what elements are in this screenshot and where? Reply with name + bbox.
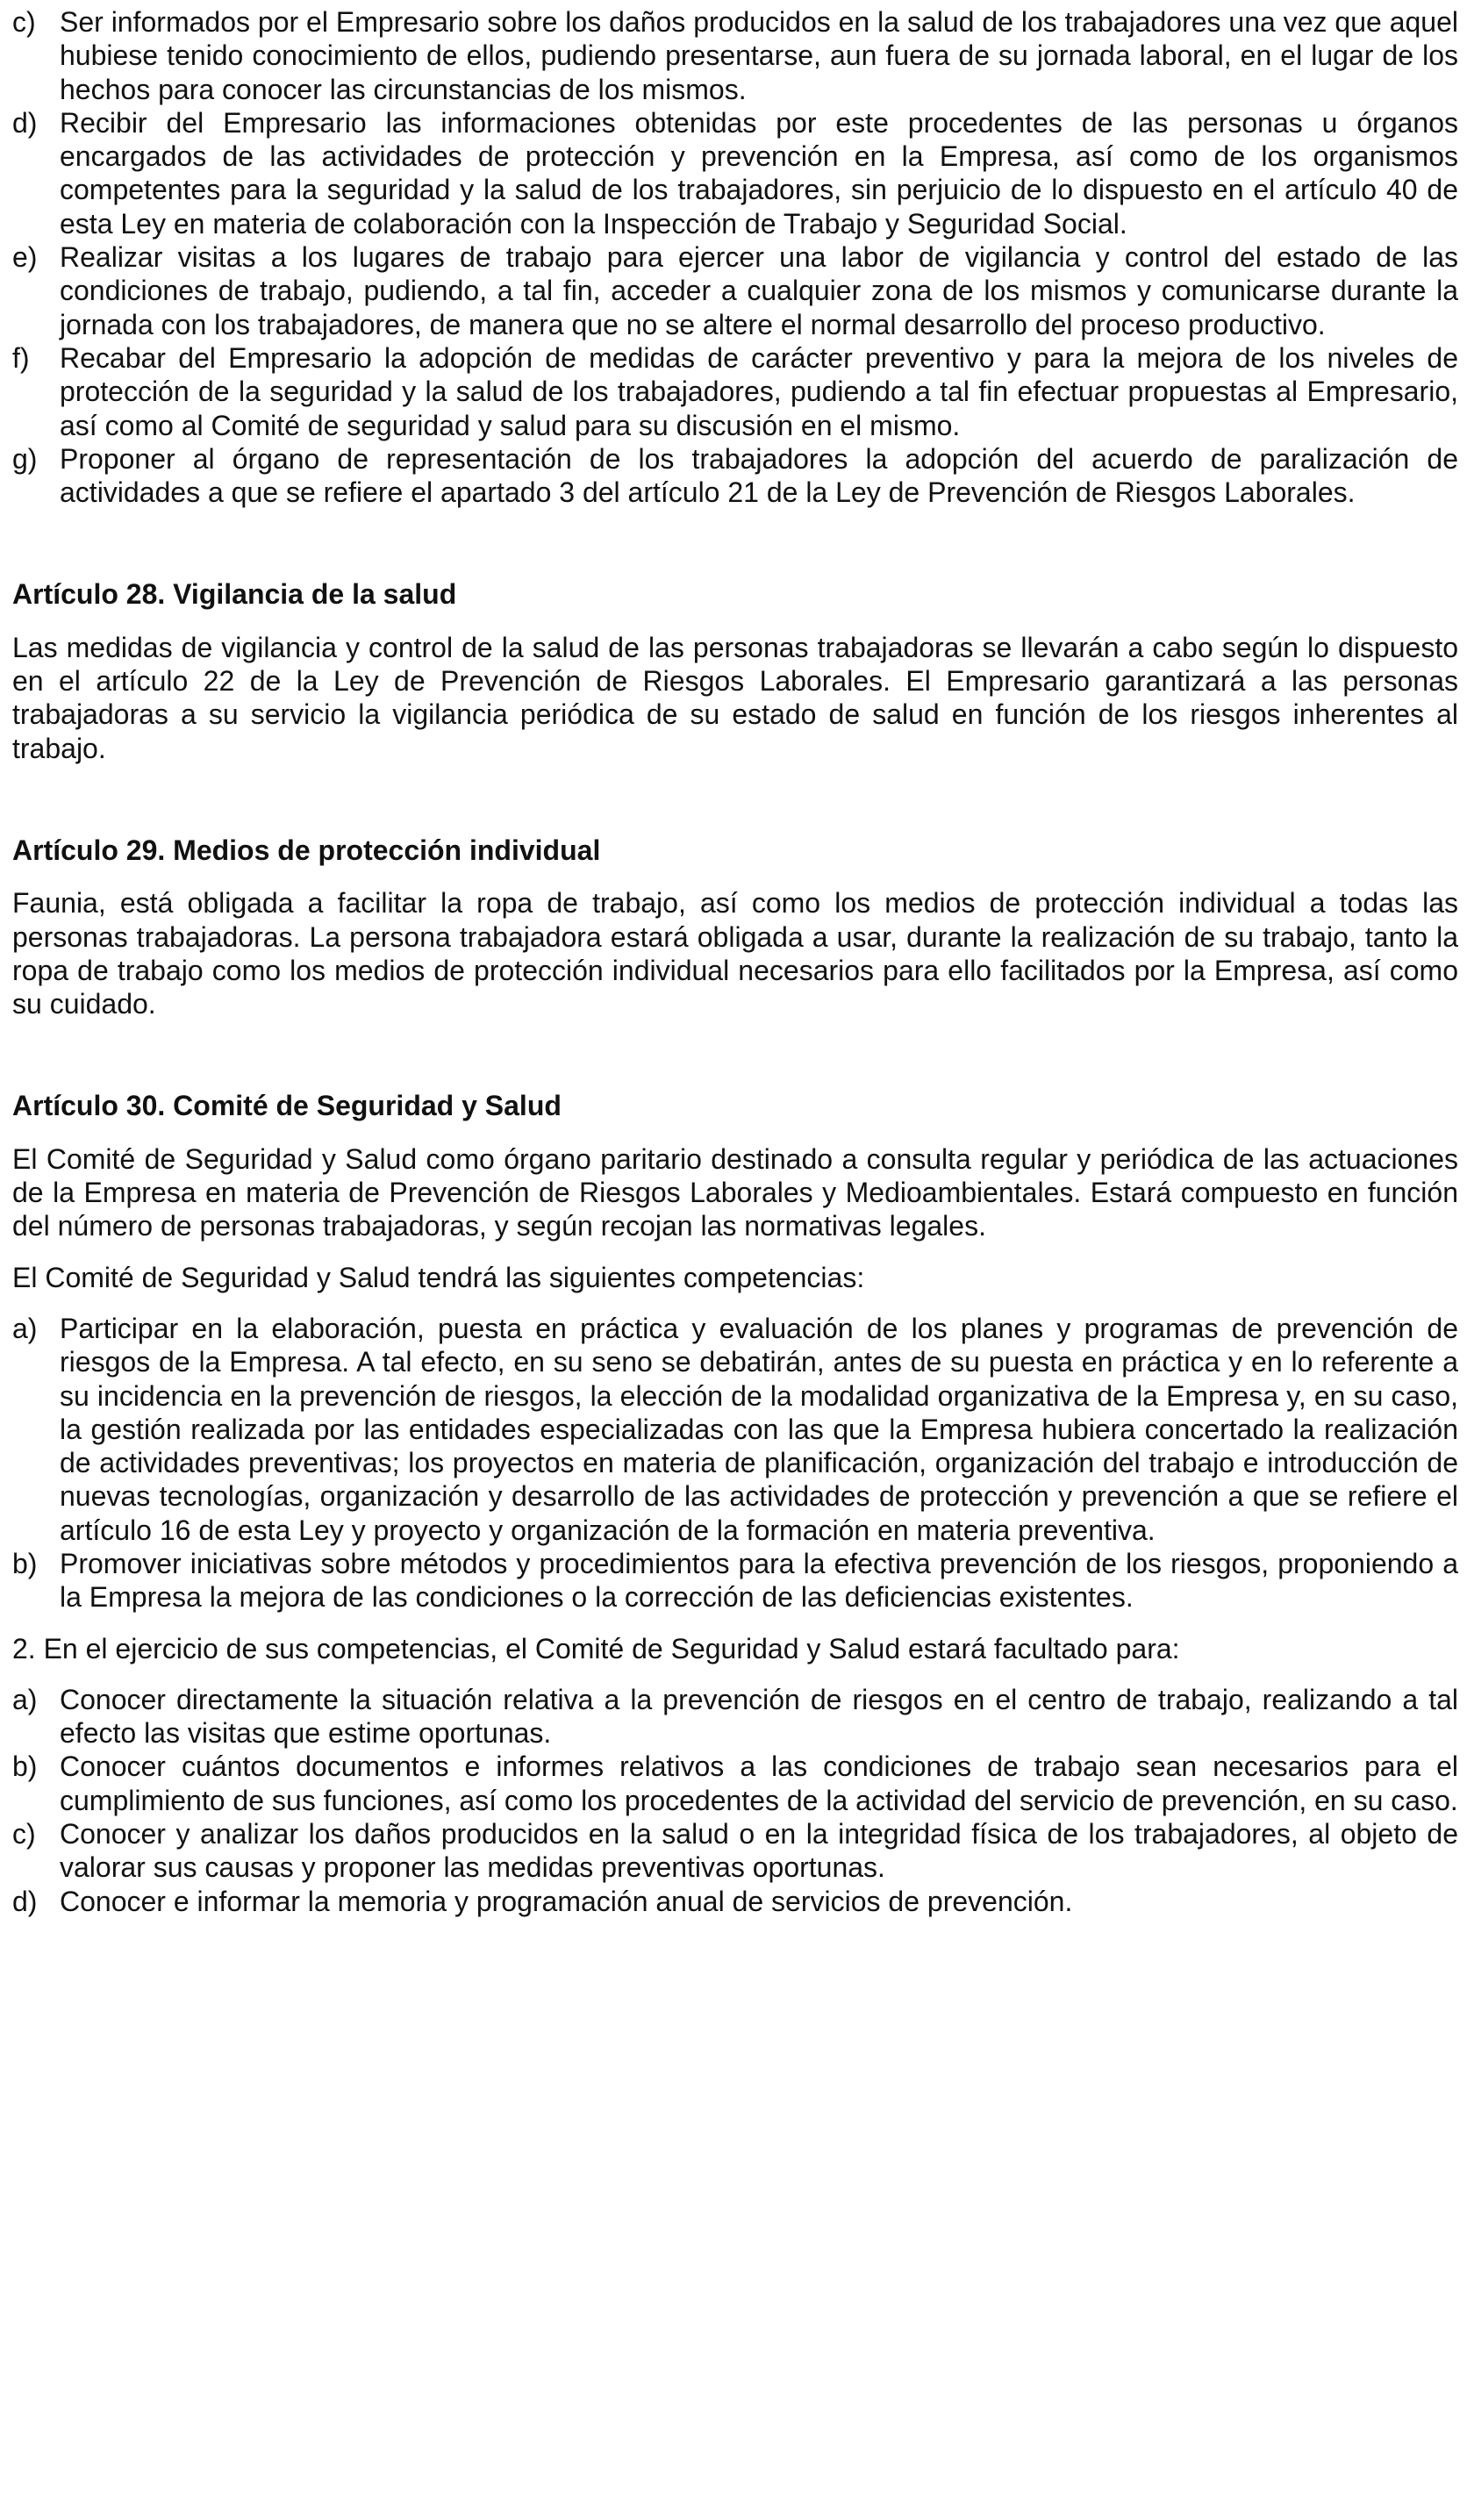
list-marker: a) [12, 1683, 38, 1715]
facultades-intro: 2. En el ejercicio de sus competencias, el Comité de Seguridad y Salud estará facultado para: [12, 1632, 1180, 1664]
representatives-powers-list [12, 5, 1458, 509]
list-item [12, 1885, 1458, 1918]
list-marker: g) [12, 442, 38, 475]
list-item-text: Promover iniciativas sobre métodos y procedimientos para la efectiva prevención de los riesgos, proponiendo a la Empresa la mejora de las condiciones o la corrección de las deficiencias existentes. [60, 1547, 1458, 1614]
list-item [12, 106, 1458, 240]
article-29-heading: Artículo 29. Medios de protección individual [12, 834, 601, 866]
list-marker: e) [12, 241, 38, 274]
list-item-text: Proponer al órgano de representación de los trabajadores la adopción del acuerdo de paralización de actividades a que se refiere el apartado 3 del artículo 21 de la Ley de Prevención de Riesgos Laborales. [60, 442, 1458, 509]
list-item [12, 240, 1458, 341]
list-item [12, 5, 1458, 106]
article-30-heading: Artículo 30. Comité de Seguridad y Salud [12, 1090, 562, 1122]
document-page [12, 5, 1458, 1918]
facultades-list [12, 1683, 1458, 1918]
list-item [12, 341, 1458, 442]
list-item [12, 1683, 1458, 1750]
list-item [12, 1312, 1458, 1547]
list-item [12, 442, 1458, 510]
list-item-text: Ser informados por el Empresario sobre los daños producidos en la salud de los trabajadores una vez que aquel hubiese tenido conocimiento de ellos, pudiendo presentarse, aun fuera de su jornada laboral, en el lugar de los hechos para conocer las circunstancias de los mismos. [60, 6, 1458, 105]
list-marker: a) [12, 1312, 38, 1344]
competencias-intro: El Comité de Seguridad y Salud tendrá las siguientes competencias: [12, 1261, 865, 1293]
list-item [12, 1817, 1458, 1885]
article-28-heading: Artículo 28. Vigilancia de la salud [12, 578, 457, 611]
list-item-text: Conocer e informar la memoria y programación anual de servicios de prevención. [60, 1885, 1073, 1917]
list-item-text: Participar en la elaboración, puesta en práctica y evaluación de los planes y programas de prevención de riesgos de la Empresa. A tal efecto, en su seno se debatirán, antes de su puesta en práctica y en lo referente a su incidencia en la prevención de riesgos, la elección de la modalidad organizativa de la Empresa y, en su caso, la gestión realizada por las entidades especializadas con las que la Empresa hubiera concertado la realización de actividades preventivas; los proyectos en materia de planificación, organización del trabajo e introducción de nuevas tecnologías, organización y desarrollo de las actividades de protección y prevención a que se refiere el artículo 16 de esta Ley y proyecto y organización de la formación en materia preventiva. [60, 1312, 1458, 1546]
competencias-list [12, 1312, 1458, 1614]
article-30-intro: El Comité de Seguridad y Salud como órgano paritario destinado a consulta regular y periódica de las actuaciones de la Empresa en materia de Prevención de Riesgos Laborales y Medioambientales. Estará compuesto en función del número de personas trabajadoras, y según recojan las normativas legales. [12, 1142, 1458, 1242]
list-marker: b) [12, 1750, 38, 1783]
list-marker: c) [12, 6, 36, 38]
list-item [12, 1750, 1458, 1817]
list-item [12, 1547, 1458, 1614]
list-marker: c) [12, 1818, 36, 1851]
list-marker: d) [12, 1885, 38, 1917]
list-item-text: Realizar visitas a los lugares de trabajo para ejercer una labor de vigilancia y control del estado de las condiciones de trabajo, pudiendo, a tal fin, acceder a cualquier zona de los mismos y comunicarse durante la jornada con los trabajadores, de manera que no se altere el normal desarrollo del proceso productivo. [60, 241, 1458, 340]
list-item-text: Conocer directamente la situación relativa a la prevención de riesgos en el centro de trabajo, realizando a tal efecto las visitas que estime oportunas. [60, 1683, 1458, 1750]
list-marker: b) [12, 1547, 38, 1579]
list-item-text: Conocer cuántos documentos e informes relativos a las condiciones de trabajo sean necesarios para el cumplimiento de sus funciones, así como los procedentes de la actividad del servicio de prevención, en su caso. [60, 1750, 1458, 1816]
list-item-text: Conocer y analizar los daños producidos en la salud o en la integridad física de los trabajadores, al objeto de valorar sus causas y proponer las medidas preventivas oportunas. [60, 1818, 1458, 1884]
list-item-text: Recibir del Empresario las informaciones obtenidas por este procedentes de las personas u órganos encargados de las actividades de protección y prevención en la Empresa, así como de los organismos competentes para la seguridad y la salud de los trabajadores, sin perjuicio de lo dispuesto en el artículo 40 de esta Ley en materia de colaboración con la Inspección de Trabajo y Seguridad Social. [60, 106, 1458, 240]
list-marker: f) [12, 341, 30, 374]
list-marker: d) [12, 106, 38, 139]
article-28-body: Las medidas de vigilancia y control de la salud de las personas trabajadoras se llevarán a cabo según lo dispuesto en el artículo 22 de la Ley de Prevención de Riesgos Laborales. El Empresario garantizará a las personas trabajadoras a su servicio la vigilancia periódica de su estado de salud en función de los riesgos inherentes al trabajo. [12, 631, 1458, 764]
list-item-text: Recabar del Empresario la adopción de medidas de carácter preventivo y para la mejora de los niveles de protección de la seguridad y la salud de los trabajadores, pudiendo a tal fin efectuar propuestas al Empresario, así como al Comité de seguridad y salud para su discusión en el mismo. [60, 341, 1458, 441]
article-29-body: Faunia, está obligada a facilitar la ropa de trabajo, así como los medios de protección individual a todas las personas trabajadoras. La persona trabajadora estará obligada a usar, durante la realización de su trabajo, tanto la ropa de trabajo como los medios de protección individual necesarios para ello facilitados por la Empresa, así como su cuidado. [12, 887, 1458, 1020]
